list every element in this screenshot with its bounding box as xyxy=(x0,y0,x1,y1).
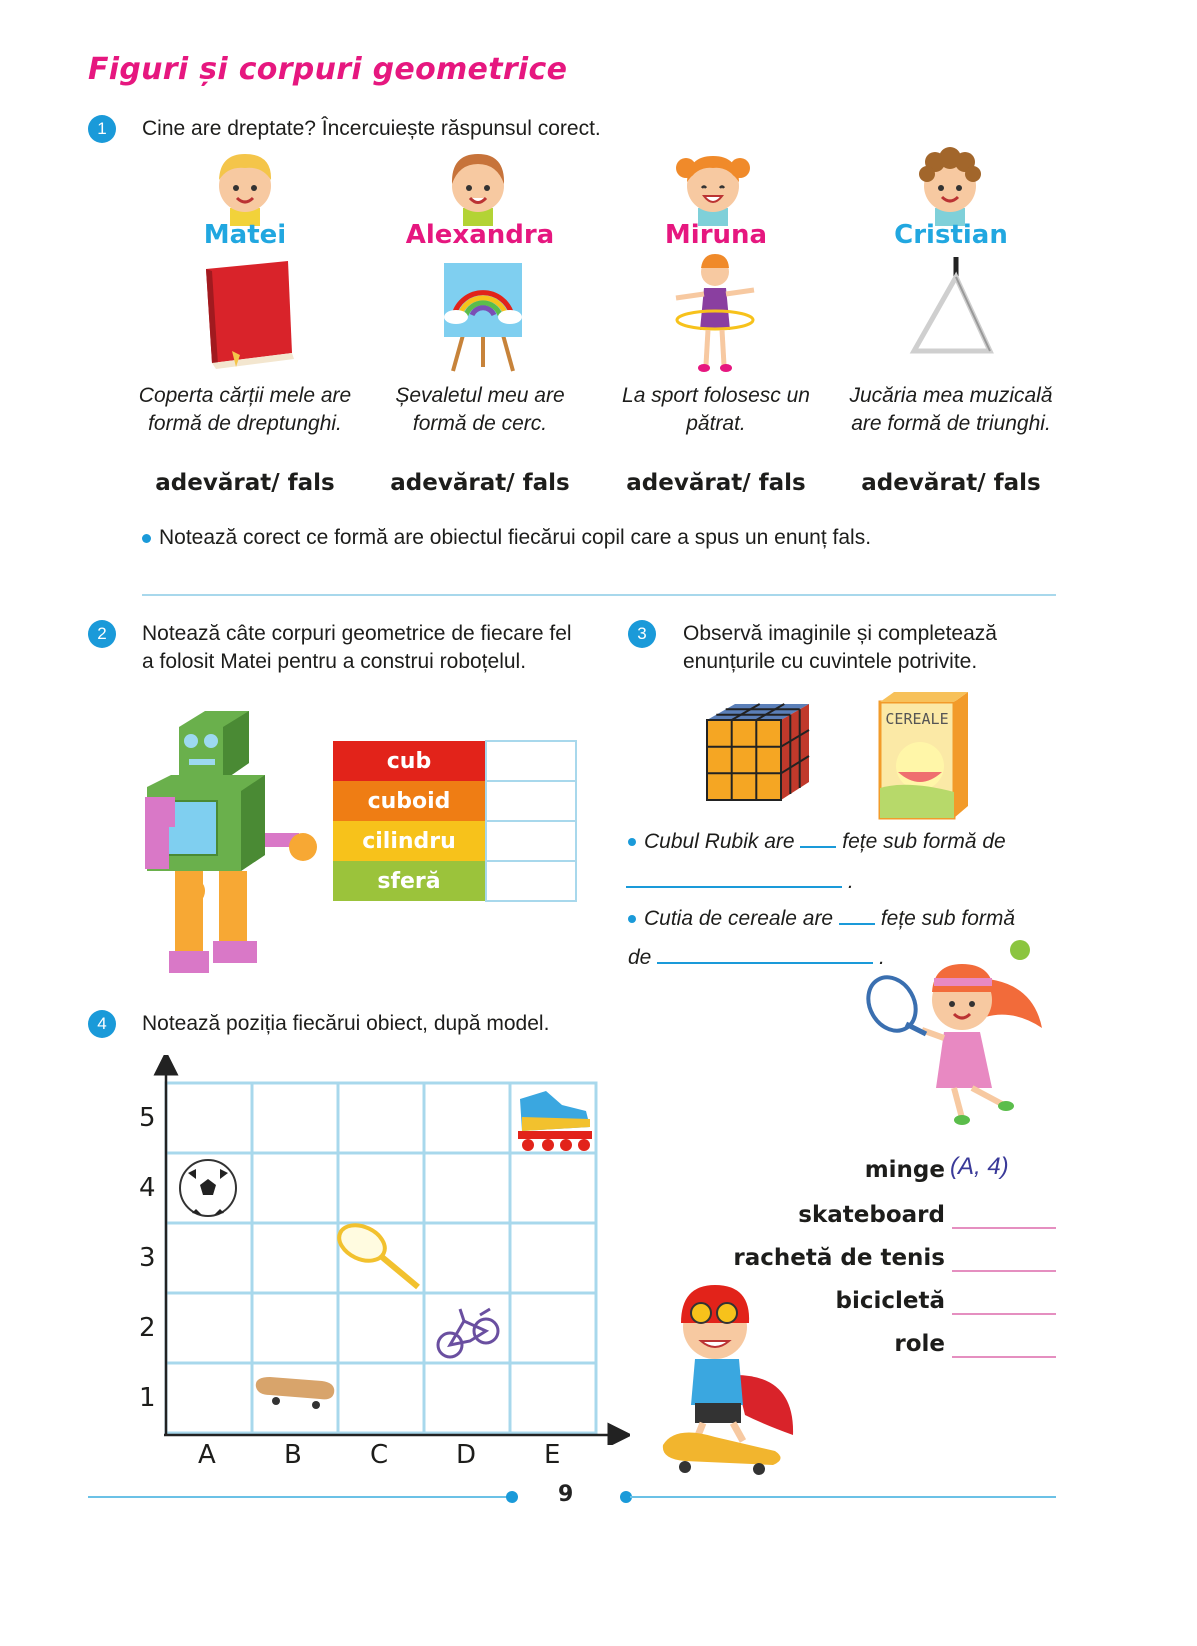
item-label-bicicleta: bicicletă xyxy=(835,1288,945,1314)
table-row xyxy=(333,741,576,781)
robot-illustration xyxy=(135,705,320,990)
cereal-face-shape-blank[interactable] xyxy=(657,962,873,964)
statement-cristian: Jucăria mea muzicală are formă de triunghi. xyxy=(849,384,1053,435)
x-tick-b: B xyxy=(284,1440,302,1470)
sentence-rubik-part1: Cubul Rubik are xyxy=(644,830,795,853)
matei-face-illustration xyxy=(200,146,290,226)
item-label-racheta: rachetă de tenis xyxy=(733,1245,945,1271)
triangle-instrument-illustration xyxy=(906,255,996,360)
item-label-skateboard: skateboard xyxy=(798,1202,945,1228)
red-book-illustration xyxy=(192,255,302,370)
page-title: Figuri și corpuri geometrice xyxy=(88,52,568,87)
sentence-rubik-part2: fețe sub formă de xyxy=(842,830,1006,853)
item-label-role: role xyxy=(894,1331,945,1357)
y-tick-4: 4 xyxy=(139,1173,156,1203)
period: . xyxy=(847,870,854,893)
sentence-cereal xyxy=(628,907,1015,931)
kid-name-matei: Matei xyxy=(203,220,287,250)
statement-matei: Coperta cărții mele are formă de dreptunghi. xyxy=(138,384,352,435)
count-cell-sfera[interactable] xyxy=(486,861,576,901)
exercise-number-4: 4 xyxy=(88,1010,116,1038)
table-row xyxy=(333,821,576,861)
exercise-3-instruction: Observă imaginile și completează enunțurile cu cuvintele potrivite. xyxy=(683,622,997,673)
table-row xyxy=(333,781,576,821)
y-tick-3: 3 xyxy=(139,1243,156,1273)
model-answer-minge: (A, 4) xyxy=(950,1153,1009,1180)
exercise-1-note-text: Notează corect ce formă are obiectul fiecărui copil care a spus un enunț fals. xyxy=(159,526,872,549)
bullet-icon xyxy=(628,838,636,846)
tennis-racket-icon xyxy=(333,1218,418,1287)
footer-line-left xyxy=(88,1496,508,1498)
bicycle-icon xyxy=(438,1309,498,1357)
row-label-cub: cub xyxy=(333,741,486,781)
answer-choice-matei[interactable]: adevărat/ fals xyxy=(155,470,335,496)
x-tick-d: D xyxy=(456,1440,477,1470)
row-label-sfera: sferă xyxy=(333,861,486,901)
answer-choice-cristian[interactable]: adevărat/ fals xyxy=(861,470,1041,496)
sentence-cereal-part3: de xyxy=(628,946,652,969)
y-tick-1: 1 xyxy=(139,1383,156,1413)
table-row xyxy=(333,861,576,901)
soccer-ball-icon xyxy=(180,1160,236,1216)
answer-line-role[interactable] xyxy=(952,1356,1056,1358)
count-cell-cub[interactable] xyxy=(486,741,576,781)
cereal-box-illustration xyxy=(878,688,970,820)
exercise-2-instruction: Notează câte corpuri geometrice de fiecare fel a folosit Matei pentru a construi roboțelul. xyxy=(142,622,572,673)
exercise-1-note xyxy=(142,524,871,552)
skateboard-boy-illustration xyxy=(655,1275,800,1475)
alexandra-face-illustration xyxy=(433,146,523,226)
x-tick-a: A xyxy=(198,1440,216,1470)
y-tick-5: 5 xyxy=(139,1103,156,1133)
position-grid xyxy=(130,1055,630,1445)
answer-choice-miruna[interactable]: adevărat/ fals xyxy=(626,470,806,496)
rubik-face-count-blank[interactable] xyxy=(800,846,836,848)
cereal-box-shape xyxy=(878,688,970,820)
statement-alexandra: Șevaletul meu are formă de cerc. xyxy=(395,384,565,435)
item-label-minge: minge xyxy=(864,1157,945,1183)
sentence-rubik xyxy=(628,830,1006,854)
answer-choice-alexandra[interactable]: adevărat/ fals xyxy=(390,470,570,496)
count-cell-cilindru[interactable] xyxy=(486,821,576,861)
statement-miruna: La sport folosesc un pătrat. xyxy=(622,384,810,435)
section-divider xyxy=(142,594,1056,596)
exercise-4-instruction: Notează poziția fiecărui obiect, după model. xyxy=(142,1012,550,1035)
row-label-cilindru: cilindru xyxy=(333,821,486,861)
kid-name-cristian: Cristian xyxy=(894,220,1008,250)
cereal-face-count-blank[interactable] xyxy=(839,923,875,925)
tennis-girl-illustration xyxy=(862,938,1047,1128)
answer-line-skateboard[interactable] xyxy=(952,1227,1056,1229)
exercise-number-3: 3 xyxy=(628,620,656,648)
roller-skate-icon xyxy=(518,1091,592,1151)
kid-name-miruna: Miruna xyxy=(664,220,768,250)
shapes-count-table xyxy=(333,740,577,902)
sentence-cereal-line2 xyxy=(628,946,885,970)
answer-line-bicicleta[interactable] xyxy=(952,1313,1056,1315)
easel-rainbow-illustration xyxy=(438,255,528,373)
girl-hula-hoop-illustration xyxy=(668,250,763,375)
footer-dot-left xyxy=(506,1491,518,1503)
skateboard-icon xyxy=(256,1377,334,1409)
y-tick-2: 2 xyxy=(139,1313,156,1343)
page-number: 9 xyxy=(558,1482,574,1507)
sentence-rubik-line2 xyxy=(626,870,854,894)
cereal-box-label: CEREALE xyxy=(885,710,949,728)
answer-line-racheta[interactable] xyxy=(952,1270,1056,1272)
rubik-cube-illustration xyxy=(703,700,813,805)
rubik-face-shape-blank[interactable] xyxy=(626,886,842,888)
row-label-cuboid: cuboid xyxy=(333,781,486,821)
miruna-face-illustration xyxy=(668,146,758,226)
count-cell-cuboid[interactable] xyxy=(486,781,576,821)
footer-line-right xyxy=(630,1496,1056,1498)
exercise-number-1: 1 xyxy=(88,115,116,143)
kid-name-alexandra: Alexandra xyxy=(405,220,555,250)
x-tick-c: C xyxy=(370,1440,389,1470)
cristian-face-illustration xyxy=(905,146,995,226)
sentence-cereal-part2: fețe sub formă xyxy=(880,907,1016,930)
bullet-icon xyxy=(142,534,151,543)
bullet-icon xyxy=(628,915,636,923)
sentence-cereal-part1: Cutia de cereale are xyxy=(644,907,834,930)
exercise-number-2: 2 xyxy=(88,620,116,648)
period: . xyxy=(879,946,885,969)
x-tick-e: E xyxy=(544,1440,561,1470)
exercise-1-instruction: Cine are dreptate? Încercuiește răspunsul corect. xyxy=(142,117,601,140)
